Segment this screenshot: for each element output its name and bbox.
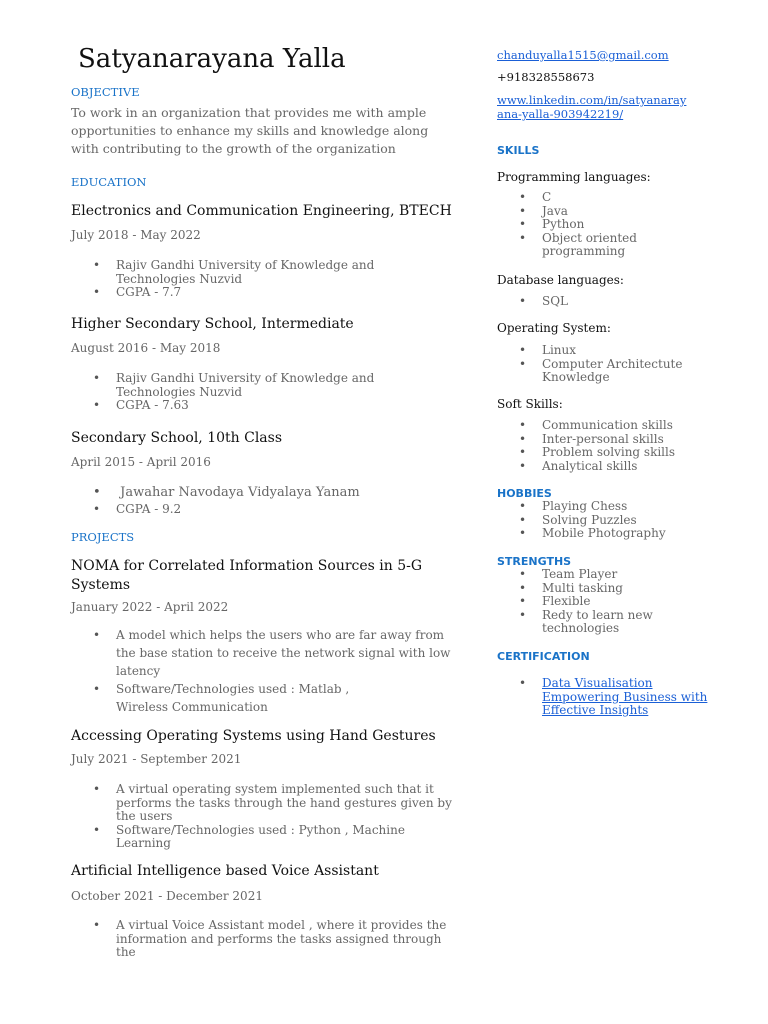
education-bullets	[71, 484, 461, 516]
projects-heading: PROJECTS	[71, 530, 135, 544]
list-item: • CGPA - 7.63	[71, 399, 461, 413]
list-item: • Flexible	[497, 595, 697, 609]
education-dates: August 2016 - May 2018	[71, 341, 221, 355]
list-item: • A virtual Voice Assistant model , where it provides the information and performs the tasks assigned through the	[71, 919, 461, 960]
education-degree: Secondary School, 10th Class	[71, 430, 283, 446]
list-item: • Team Player	[497, 568, 697, 582]
education-dates: April 2015 - April 2016	[71, 455, 211, 469]
list-item: • Rajiv Gandhi University of Knowledge and Technologies Nuzvid	[71, 372, 416, 399]
list-item: • Jawahar Navodaya Vidyalaya Yanam	[71, 484, 461, 502]
programming-languages-label: Programming languages:	[497, 170, 651, 184]
project-bullets	[71, 626, 461, 716]
objective-heading: OBJECTIVE	[71, 85, 140, 99]
strengths-list	[497, 568, 697, 636]
list-item: • Analytical skills	[497, 460, 717, 474]
database-languages-label: Database languages:	[497, 273, 624, 287]
project-dates: July 2021 - September 2021	[71, 752, 242, 766]
database-languages-list	[497, 295, 697, 309]
list-item: • Software/Technologies used : Python , Machine Learning	[71, 824, 461, 851]
programming-languages-list	[497, 191, 697, 259]
list-item: • Computer Architectute Knowledge	[497, 358, 697, 385]
list-item: • CGPA - 9.2	[71, 502, 461, 516]
list-item: • CGPA - 7.7	[71, 286, 461, 300]
email-link[interactable]: chanduyalla1515@gmail.com	[497, 48, 669, 62]
list-item: • Communication skills	[497, 419, 717, 433]
list-item: • Playing Chess	[497, 500, 717, 514]
list-item: • Inter-personal skills	[497, 433, 717, 447]
skills-heading: SKILLS	[497, 144, 540, 157]
education-heading: EDUCATION	[71, 175, 147, 189]
list-item: • C	[497, 191, 697, 205]
project-dates: October 2021 - December 2021	[71, 889, 263, 903]
project-dates: January 2022 - April 2022	[71, 600, 229, 614]
project-title: Artificial Intelligence based Voice Assistant	[71, 863, 379, 879]
phone-number: +918328558673	[497, 70, 595, 84]
list-item: • Solving Puzzles	[497, 514, 717, 528]
operating-system-label: Operating System:	[497, 321, 611, 335]
list-item: • SQL	[497, 295, 697, 309]
education-dates: July 2018 - May 2022	[71, 228, 201, 242]
certification-heading: CERTIFICATION	[497, 650, 590, 663]
certification-list	[497, 677, 717, 718]
hobbies-list	[497, 500, 717, 541]
list-item: • Problem solving skills	[497, 446, 717, 460]
hobbies-heading: HOBBIES	[497, 487, 552, 500]
objective-text: To work in an organization that provides me with ample opportunities to enhance my skills and knowledge along with contributing to the growth of the organization	[71, 105, 429, 156]
list-item: • Python	[497, 218, 697, 232]
list-item: • A model which helps the users who are far away from the base station to receive the network signal with low latency	[71, 626, 461, 680]
education-bullets	[71, 372, 461, 413]
project-bullets	[71, 919, 461, 960]
project-bullets	[71, 783, 461, 851]
strengths-heading: STRENGTHS	[497, 555, 572, 568]
candidate-name: Satyanarayana Yalla	[78, 44, 346, 74]
operating-system-list	[497, 344, 697, 385]
list-item: • A virtual operating system implemented such that it performs the tasks through the hand gestures given by the users	[71, 783, 461, 824]
education-degree: Electronics and Communication Engineering, BTECH	[71, 203, 452, 219]
soft-skills-list	[497, 419, 717, 473]
education-degree: Higher Secondary School, Intermediate	[71, 316, 354, 332]
soft-skills-label: Soft Skills:	[497, 397, 563, 411]
list-item: • Linux	[497, 344, 697, 358]
linkedin-link[interactable]: www.linkedin.com/in/satyanarayana-yalla-903942219/	[497, 93, 687, 121]
certification-link[interactable]: • Data Visualisation Empowering Business with Effective Insights	[497, 677, 717, 718]
project-title: NOMA for Correlated Information Sources in 5-G Systems	[71, 558, 423, 593]
list-item: • Software/Technologies used : Matlab , Wireless Communication	[71, 680, 396, 716]
list-item: • Java	[497, 205, 697, 219]
list-item: • Object oriented programming	[497, 232, 697, 259]
list-item: • Multi tasking	[497, 582, 697, 596]
list-item: • Mobile Photography	[497, 527, 717, 541]
list-item: • Redy to learn new technologies	[497, 609, 697, 636]
project-title: Accessing Operating Systems using Hand Gestures	[71, 728, 436, 744]
education-bullets	[71, 259, 461, 300]
list-item: • Rajiv Gandhi University of Knowledge and Technologies Nuzvid	[71, 259, 416, 286]
